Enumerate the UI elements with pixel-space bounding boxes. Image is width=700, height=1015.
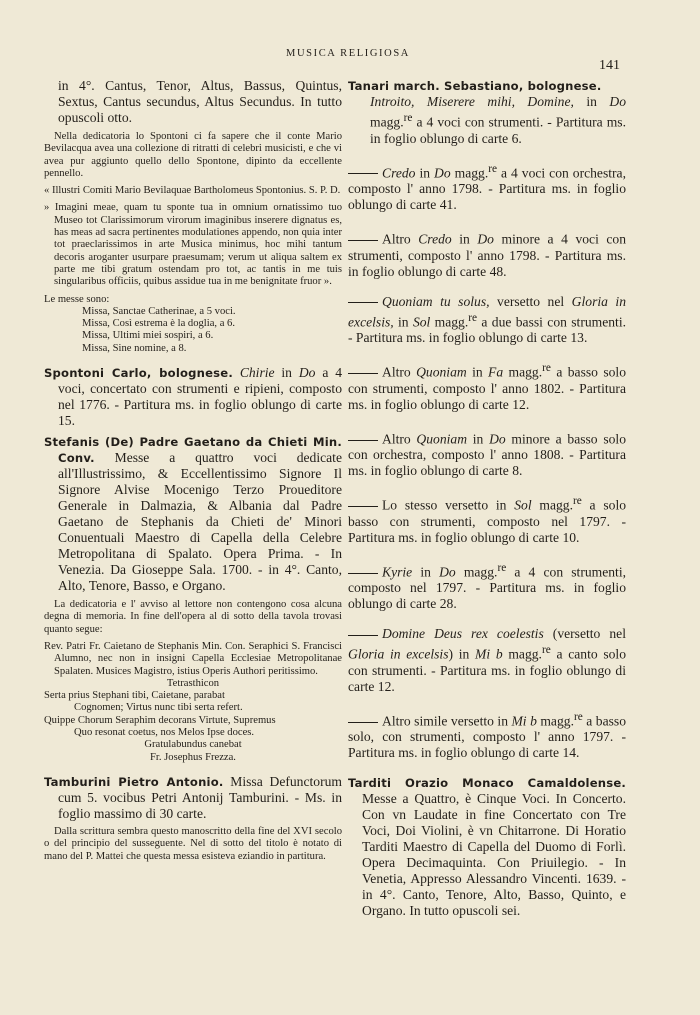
poem-line: Quo resonat coetus, nos Melos Ipse doces.: [74, 727, 255, 739]
entry-heading: Tarditi Orazio Monaco Camaldolense.: [348, 776, 626, 791]
entry-text: a due bassi con strumenti. - Partitura ms. in foglio oblungo di carte 13.: [348, 314, 627, 346]
entry-text: magg.: [531, 497, 573, 513]
poem-line: Cognomen; Virtus nunc tibi serta refert.: [74, 702, 243, 714]
mass-item: Missa, Sine nomine, a 8.: [82, 342, 187, 354]
entry-text: Altro: [382, 231, 419, 247]
entry-text: versetto nel: [489, 293, 572, 309]
tanari-work-entry: [348, 227, 626, 280]
tanari-work-entry: [348, 626, 626, 695]
work-title: Domine Deus rex coelestis: [382, 626, 544, 642]
tetrasticon-heading: Tetrasthicon: [166, 677, 220, 689]
ditto-dash: [348, 440, 378, 441]
entry-tarditi: [348, 775, 626, 919]
work-title: Credo: [418, 231, 452, 247]
key-name: Do: [439, 564, 456, 580]
ditto-dash: [348, 722, 378, 723]
entry-text: in: [573, 94, 610, 109]
superscript: re: [468, 311, 478, 324]
superscript: re: [572, 495, 582, 508]
entry-text: in: [467, 431, 490, 447]
entry-text: magg.: [503, 364, 543, 380]
tanari-work-entry: [348, 427, 626, 480]
entry-tamburini: [44, 774, 342, 822]
entry-text: magg.: [455, 564, 498, 580]
entry-text: magg.: [450, 165, 489, 181]
entry-text: a 4 voci con orchestra, composto l' anno 1798. - Partitura ms. in foglio oblungo di carte 41.: [348, 165, 626, 213]
entry-text: in: [415, 165, 435, 181]
entry-text: Messe a quattro voci dedicate all'Illustrissimo, & Eccellentissimo Signore Il Signore Alvise Mocenigo Terzo Proueditore Generale in Dalmazia, & Albania dal Padre Gaetano de Stephanis da Chieti de' Minori Conuentuali Maestro di Capella della Celebre Metropolitana di Spalato. Opera Prima. - In Venezia. Da Gioseppe Sala. 1700. - in 4°. Canto, Alto, Tenore, Basso, e Organo.: [58, 450, 342, 594]
key-name: Do: [477, 231, 494, 247]
entry-tanari: [348, 78, 626, 147]
work-title: Sol: [514, 497, 532, 513]
entry-text: magg.: [370, 114, 404, 130]
ditto-dash: [348, 302, 378, 303]
entry-heading: Spontoni Carlo, bolognese.: [44, 366, 233, 381]
entry-heading: Tamburini Pietro Antonio.: [44, 774, 224, 789]
key-name: Sol: [412, 314, 431, 330]
ditto-dash: [348, 635, 378, 636]
poem-line: Serta prius Stephani tibi, Caietane, parabat: [44, 690, 225, 702]
work-title: Kyrie: [382, 564, 413, 580]
left-column: [44, 78, 342, 863]
entry-spontoni: [44, 365, 342, 429]
entry-text: magg.: [502, 646, 542, 662]
entry-text: a canto solo con strumenti. - Partitura ms. in foglio oblungo di carte 12.: [348, 646, 627, 694]
superscript: re: [488, 162, 498, 175]
work-title: Quoniam: [416, 364, 467, 380]
work-title: Introito, Miserere mihi, Domine,: [370, 94, 574, 109]
tanari-works-list: [348, 161, 626, 762]
work-title: Quoniam tu solus,: [382, 293, 490, 309]
key-name: Mi b: [475, 646, 503, 662]
tanari-work-entry: [348, 360, 626, 413]
work-title: Credo: [382, 165, 416, 181]
ditto-dash: [348, 573, 378, 574]
key-name: Do: [489, 431, 506, 447]
gratulabundus: Gratulabundus canebat: [144, 739, 242, 751]
entry-stefanis: [44, 434, 342, 594]
entry-text: a basso solo, con strumenti, composto l' anno 1797. - Partitura ms. in foglio oblungo di carte 14.: [348, 713, 626, 761]
tanari-work-entry: [348, 709, 626, 762]
entry-heading: Tanari march. Sebastiano, bolognese.: [348, 79, 602, 93]
entry-text: a solo basso con strumenti, composto nel 1797. - Partitura ms. in foglio oblungo di carte 10.: [348, 497, 627, 545]
right-column: [348, 78, 626, 919]
stefanis-note: La dedicatoria e l' avviso al lettore non contengono cosa alcuna degna di memoria. In fine dell'opera al di sotto della tavola trovasi quanto segue:: [44, 599, 342, 635]
entry-text: magg.: [536, 713, 574, 729]
continued-entry-text: in 4°. Cantus, Tenor, Altus, Bassus, Quintus, Sextus, Cantus secundus, Altus Secundus. In tutto opuscoli otto.: [58, 78, 342, 125]
entry-text: a 4 con strumenti, composto nel 1797. - Partitura ms. in foglio oblungo di carte 28.: [348, 564, 627, 612]
mass-item: Missa, Ultimi miei sospiri, a 6.: [82, 330, 214, 342]
entry-text: Missa Defunctorum cum 5. vocibus Petri Antonij Tamburini. - Ms. in foglio massimo di 30 carte.: [58, 773, 342, 821]
key-name: Gloria in excelsis: [348, 646, 449, 662]
entry-text: Altro: [382, 364, 417, 380]
work-title: Chirie: [239, 365, 275, 381]
ditto-dash: [348, 373, 378, 374]
tanari-work-entry: [348, 161, 626, 214]
key-name: Fa: [488, 364, 504, 380]
entry-text: in: [393, 314, 413, 330]
stefanis-rev: Rev. Patri Fr. Caietano de Stephanis Min. Con. Seraphici S. Francisci Alumno, nec non in insigni Capella Ecclesiae Metropolitanae Spalaten. Musices Magistro, istius Operis Authori peritissimo.: [44, 640, 342, 677]
entry-text: in: [451, 231, 478, 247]
latin-quote-body: » Imagini meae, quam tu sponte tua in omnium ornatissimo tuo Museo tot Clarissimorum virorum imaginibus inserere dignatus es, has meas ad sacra pertinentes modulationes appendo, non quia inter tot praeclarissimos in arte Musica minimus, hoc mihi tantum decoris aroganter usurpare praesumam; verum ut aliqua saltem ex parte me tibi gratum ostendam pro tot, ac tantis in me tuis singularibus officiis, quibus assidue tua in me benignitate fruor ».: [44, 202, 342, 288]
superscript: re: [541, 644, 551, 657]
poem-line: Quippe Chorum Seraphim decorans Virtute, Supremus: [44, 714, 276, 726]
poem: [44, 690, 342, 739]
masses-intro: Le messe sono:: [44, 293, 110, 305]
masses-list: [44, 306, 342, 355]
work-title: Mi b: [511, 713, 537, 729]
tanari-work-entry: [348, 294, 626, 347]
work-title: Quoniam: [416, 431, 468, 447]
tanari-work-entry: [348, 493, 626, 546]
entry-text: minore a basso solo con orchestra, composto l' anno 1808. - Partitura ms. in foglio oblungo di carte 8.: [348, 431, 626, 479]
entry-heading: Stefanis (De) Padre Gaetano da Chieti Min. Conv.: [44, 435, 342, 466]
superscript: re: [497, 561, 507, 574]
entry-text: Altro simile versetto in: [382, 713, 512, 729]
key-name: Do: [298, 365, 316, 381]
entry-text: a 4 voci, concertato con strumenti e ripieni, composto nel 1776. - Partitura ms. in foglio oblungo di carte 15.: [58, 365, 342, 429]
ditto-dash: [348, 506, 378, 507]
entry-text: in: [466, 364, 489, 380]
superscript: re: [542, 362, 551, 375]
latin-quote-address: « Illustri Comiti Mario Bevilaquae Bartholomeus Spontonius. S. P. D.: [44, 185, 341, 197]
mass-item: Missa, Sanctae Catherinae, a 5 voci.: [82, 305, 236, 317]
dedication-note: Nella dedicatoria lo Spontoni ci fa sapere che il conte Mario Bevilacqua avea una collezione di ritratti di celebri musicisti, e che vi avea pur aggiunto quello dello Spontone, dipinto da eccellente pennello.: [44, 131, 342, 179]
key-name: Gloria in excelsis,: [348, 293, 626, 330]
signature: Fr. Josephus Frezza.: [150, 751, 236, 763]
entry-text: (versetto nel: [543, 626, 626, 642]
entry-text: Altro: [382, 431, 417, 447]
entry-text: a basso solo con strumenti, composto l' anno 1802. - Partitura ms. in foglio oblungo di carte 12.: [348, 364, 626, 412]
mass-item: Missa, Così estrema è la doglia, a 6.: [82, 318, 235, 330]
page-number: 141: [599, 58, 620, 73]
entry-text: Lo stesso versetto in: [382, 497, 515, 513]
running-title: MUSICA RELIGIOSA: [286, 48, 410, 59]
entry-text: in: [412, 564, 440, 580]
ditto-dash: [348, 240, 378, 241]
entry-text: magg.: [430, 314, 469, 330]
ditto-dash: [348, 173, 378, 174]
key-name: Do: [609, 94, 626, 109]
tanari-first-work: [348, 94, 626, 147]
key-name: Do: [434, 165, 451, 181]
entry-text: minore a 4 voci con strumenti, composto l' anno 1798. - Partitura ms. in foglio oblungo di carte 48.: [348, 231, 627, 279]
superscript: re: [573, 710, 583, 723]
entry-text: in: [274, 365, 299, 381]
tanari-work-entry: [348, 560, 626, 613]
tamburini-note: Dalla scrittura sembra questo manoscritto della fine del XVI secolo o del principio del susseguente. Nel di sotto del titolo è notato di mano del P. Mattei che questa messa esisteva eziandio in partitura.: [44, 825, 342, 862]
entry-text: ) in: [448, 646, 476, 662]
superscript: re: [403, 112, 413, 124]
entry-text: a 4 voci con strumenti. - Partitura ms. in foglio oblungo di carte 6.: [370, 114, 626, 146]
entry-text: Messe a Quattro, è Cinque Voci. In Concerto. Con vn Laudate in fine Concertato con Tre Voci, Doi Violini, è vn Chitarrone. Di Horatio Tarditi Maestro di Capella del Duomo di Forlì. Opera Decimaquinta. Con Priuilegio. - In Venetia, Appresso Alessandro Vincenti. 1639. - in 4°. Canto, Tenore, Alto, Basso, Quinto, e Organo. In tutto opuscoli sei.: [362, 791, 626, 919]
